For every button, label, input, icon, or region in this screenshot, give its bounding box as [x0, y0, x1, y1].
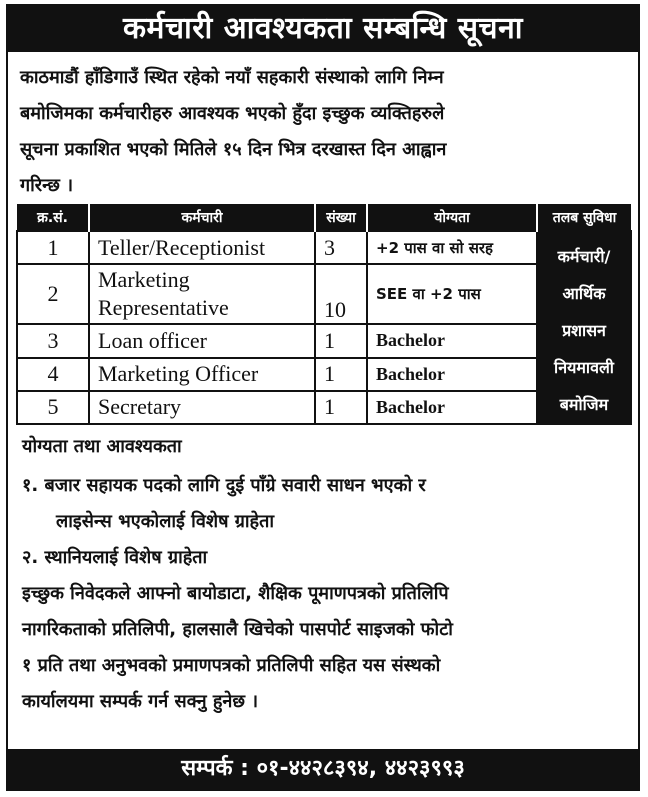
salary-line: बमोजिम	[559, 395, 609, 414]
requirement-item-continued: लाइसेन्स भएकोलाई विशेष ग्राहेता	[56, 511, 275, 532]
salary-cell	[537, 231, 631, 424]
row-post: Marketing Officer	[89, 358, 315, 391]
intro-paragraph	[20, 60, 630, 204]
row-qualification: Bachelor	[367, 358, 537, 391]
table-row	[17, 231, 631, 264]
row-post: Loan officer	[89, 324, 315, 357]
requirements-body	[22, 468, 634, 720]
row-post: Teller/Receptionist	[89, 231, 315, 264]
row-post-line: Marketing	[98, 267, 190, 293]
header-post: कर्मचारी	[89, 204, 315, 231]
salary-line: कर्मचारी/	[557, 247, 611, 266]
intro-line: सूचना प्रकाशित भएको मितिले १५ दिन भित्र दरखास्त दिन आह्वान	[20, 139, 447, 160]
row-post-line: Representative	[98, 295, 229, 321]
table-header-row	[17, 204, 631, 231]
closing-line: नागरिकताको प्रतिलिपी, हालसालै खिचेको पासपोर्ट साइजको फोटो	[22, 619, 453, 640]
contact-bar: सम्पर्क : ०१-४४२८३९४, ४४२३९९३	[8, 749, 638, 789]
row-post	[89, 264, 315, 324]
row-sn: 5	[17, 391, 89, 424]
salary-line: प्रशासन	[562, 321, 606, 340]
row-count: 1	[315, 324, 367, 357]
closing-line: कार्यालयमा सम्पर्क गर्न सक्नु हुनेछ ।	[22, 691, 259, 712]
row-sn: 4	[17, 358, 89, 391]
requirement-item: २. स्थानियलाई विशेष ग्राहेता	[22, 547, 208, 568]
row-qualification: Bachelor	[367, 324, 537, 357]
notice-title: कर्मचारी आवश्यकता सम्बन्धि सूचना	[8, 6, 638, 52]
row-sn: 2	[17, 264, 89, 324]
row-sn: 1	[17, 231, 89, 264]
header-count: संख्या	[315, 204, 367, 231]
row-qualification: SEE वा +2 पास	[367, 264, 537, 324]
notice-frame	[6, 4, 640, 791]
row-sn: 3	[17, 324, 89, 357]
salary-line: नियमावली	[554, 358, 614, 377]
intro-line: बमोजिमका कर्मचारीहरु आवश्यक भएको हुँदा इच्छुक व्यक्तिहरुले	[20, 103, 445, 124]
intro-line: काठमाडौं हाँडिगाउँ स्थित रहेको नयाँ सहकारी संस्थाको लागि निम्न	[20, 67, 444, 88]
requirement-item: १. बजार सहायक पदको लागि दुई पाँग्रे सवारी साधन भएको र	[22, 475, 426, 496]
row-count: 1	[315, 391, 367, 424]
closing-line: इच्छुक निवेदकले आफ्नो बायोडाटा, शैक्षिक पूमाणपत्रको प्रतिलिपि	[22, 583, 449, 604]
header-qualification: योग्यता	[367, 204, 537, 231]
closing-line: १ प्रति तथा अनुभवको प्रमाणपत्रको प्रतिलिपी सहित यस संस्थको	[22, 655, 441, 676]
row-post: Secretary	[89, 391, 315, 424]
intro-line: गरिन्छ ।	[20, 175, 74, 196]
row-count: 10	[315, 264, 367, 324]
row-qualification: Bachelor	[367, 391, 537, 424]
row-qualification: +2 पास वा सो सरह	[367, 231, 537, 264]
row-count: 3	[315, 231, 367, 264]
requirements-heading: योग्यता तथा आवश्यकता	[22, 436, 182, 457]
vacancy-table	[16, 204, 632, 425]
header-sn: क्र.सं.	[17, 204, 89, 231]
header-salary: तलब सुविधा	[537, 204, 631, 231]
salary-line: आर्थिक	[562, 284, 606, 303]
row-count: 1	[315, 358, 367, 391]
